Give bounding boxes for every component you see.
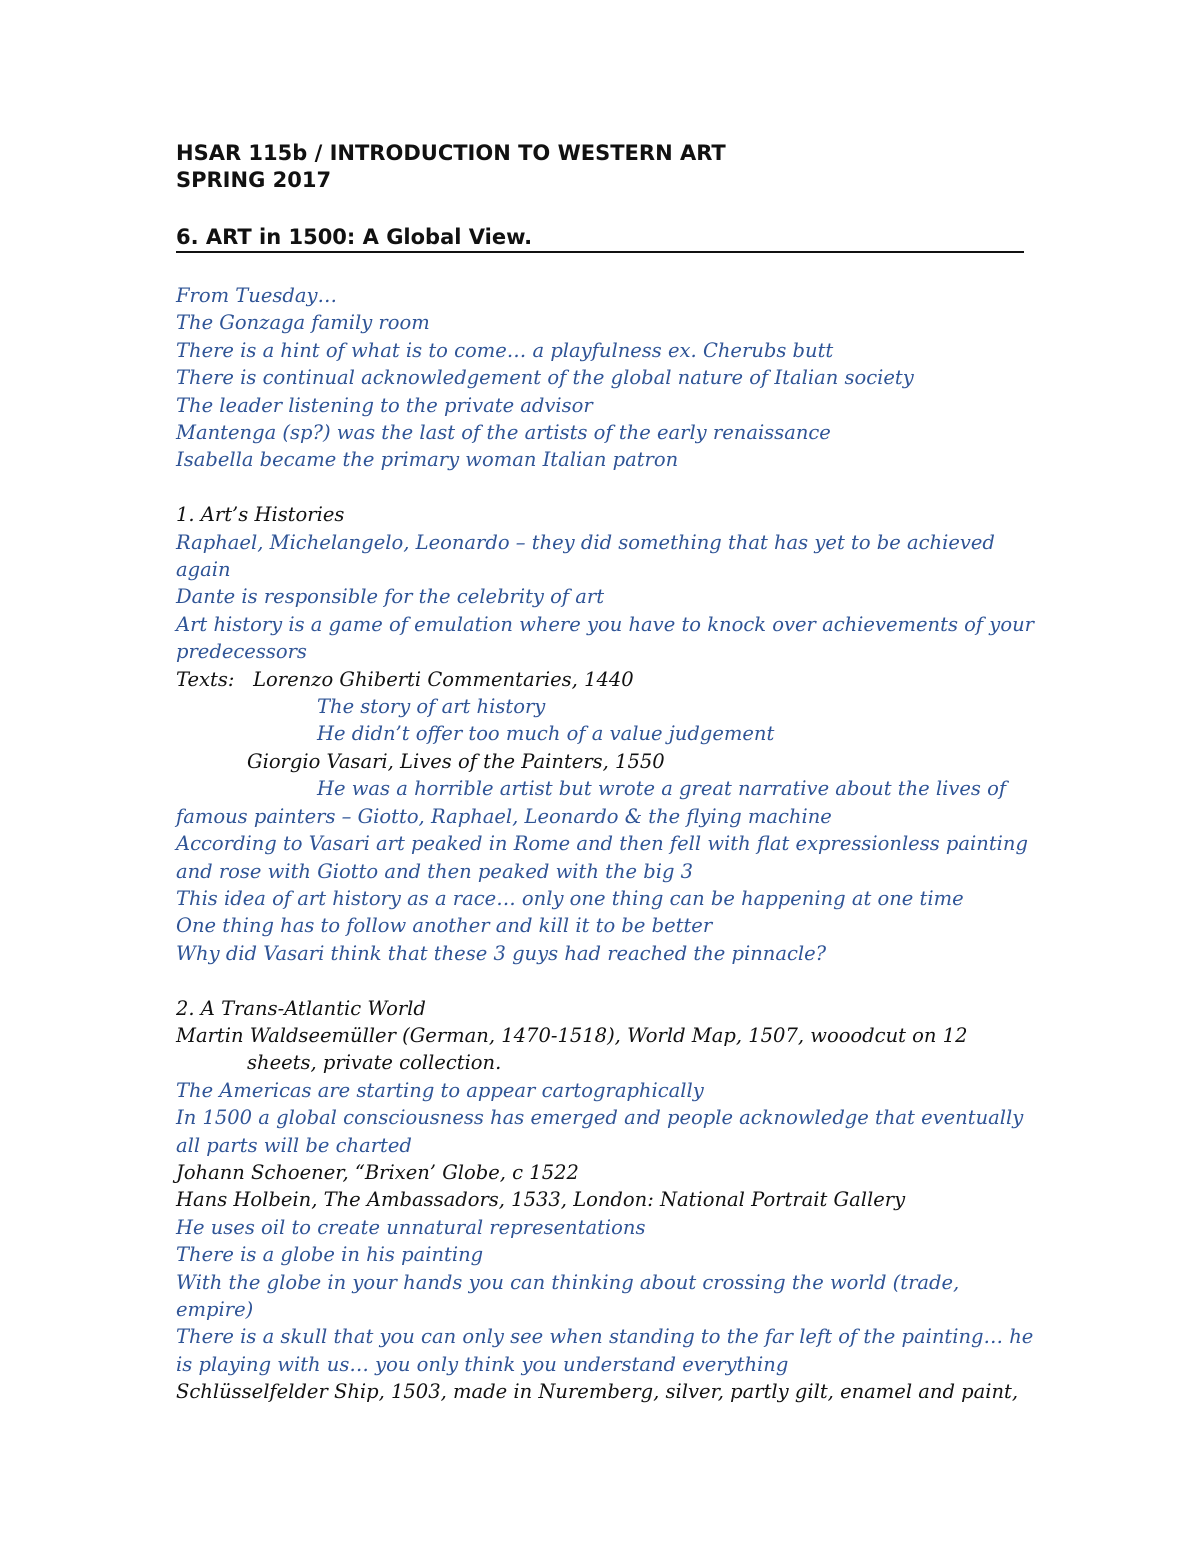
note-line: Art history is a game of emulation where you have to knock over achievements of your	[176, 612, 1034, 636]
note-line: The Gonzaga family room	[176, 311, 430, 335]
section-heading-trans-atlantic: 2. A Trans-Atlantic World	[176, 996, 426, 1020]
note-line: all parts will be charted	[176, 1133, 412, 1157]
note-line: Raphael, Michelangelo, Leonardo – they did something that has yet to be achieved	[176, 530, 995, 554]
texts-line	[176, 666, 1026, 693]
spacer	[176, 474, 1026, 501]
note-line: Mantenga (sp?) was the last of the artists of the early renaissance	[176, 421, 831, 445]
course-term: SPRING 2017	[176, 168, 332, 192]
note-line: This idea of art history as a race… only one thing can be happening at one time	[176, 886, 964, 910]
note-line: The Americas are starting to appear cartographically	[176, 1078, 704, 1102]
note-line: predecessors	[176, 640, 307, 664]
note-line: He uses oil to create unnatural representations	[176, 1215, 646, 1239]
note-line: again	[176, 558, 231, 582]
source-ghiberti: Lorenzo Ghiberti Commentaries, 1440	[253, 667, 634, 691]
note-line: There is a skull that you can only see when standing to the far left of the painting… he	[176, 1325, 1034, 1349]
note-line: empire)	[176, 1298, 254, 1321]
note-line: From Tuesday…	[176, 284, 338, 307]
source-vasari: Giorgio Vasari, Lives of the Painters, 1550	[247, 749, 665, 773]
note-line: With the globe in your hands you can thinking about crossing the world (trade,	[176, 1270, 960, 1294]
artwork-line: sheets, private collection.	[247, 1051, 502, 1075]
note-line: In 1500 a global consciousness has emerged and people acknowledge that eventually	[176, 1106, 1024, 1130]
lecture-notes	[176, 282, 1034, 1406]
note-line: and rose with Giotto and then peaked with the big 3	[176, 859, 694, 883]
artwork-line: Martin Waldseemüller (German, 1470-1518), World Map, 1507, wooodcut on 12	[176, 1023, 968, 1047]
course-title: HSAR 115b / INTRODUCTION TO WESTERN ART	[176, 141, 726, 165]
note-line: One thing has to follow another and kill it to be better	[176, 914, 713, 938]
note-line: He didn’t offer too much of a value judgement	[317, 722, 775, 746]
note-line: Why did Vasari think that these 3 guys had reached the pinnacle?	[176, 941, 827, 965]
note-line: There is continual acknowledgement of the global nature of Italian society	[176, 366, 914, 390]
course-header	[176, 140, 726, 194]
lecture-title: 6. ART in 1500: A Global View.	[176, 223, 1024, 253]
section-heading-arts-histories: 1. Art’s Histories	[176, 503, 345, 527]
artwork-line: Johann Schoener, “Brixen’ Globe, c 1522	[176, 1160, 579, 1184]
note-line: The leader listening to the private advisor	[176, 393, 593, 417]
note-line: There is a globe in his painting	[176, 1243, 484, 1267]
note-line: famous painters – Giotto, Raphael, Leonardo & the flying machine	[176, 804, 832, 828]
texts-label: Texts:	[176, 667, 235, 691]
note-line: According to Vasari art peaked in Rome and then fell with flat expressionless painting	[176, 832, 1028, 856]
note-line: There is a hint of what is to come… a playfulness ex. Cherubs butt	[176, 338, 834, 362]
note-line: The story of art history	[317, 695, 546, 719]
note-line: Dante is responsible for the celebrity of art	[176, 585, 605, 609]
note-line: is playing with us… you only think you understand everything	[176, 1352, 789, 1376]
note-line: Isabella became the primary woman Italian patron	[176, 448, 679, 472]
artwork-line: Hans Holbein, The Ambassadors, 1533, London: National Portrait Gallery	[176, 1188, 906, 1212]
spacer	[176, 967, 1026, 994]
note-line: He was a horrible artist but wrote a great narrative about the lives of	[317, 777, 1007, 801]
artwork-line: Schlüsselfelder Ship, 1503, made in Nuremberg, silver, partly gilt, enamel and paint,	[176, 1380, 1019, 1404]
